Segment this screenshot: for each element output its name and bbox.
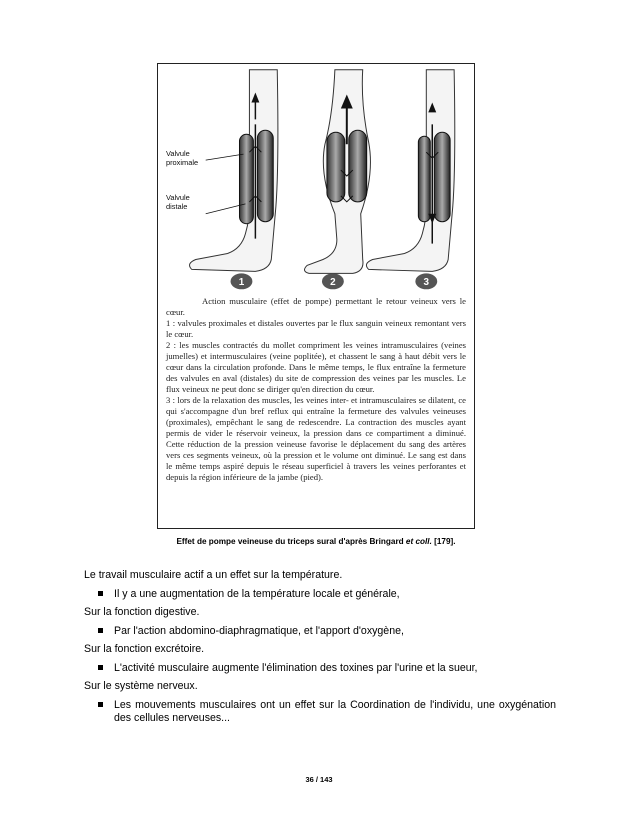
- figure-description: [166, 296, 466, 483]
- label-line: distale: [165, 201, 188, 211]
- bullet-excretory: [84, 659, 556, 678]
- paragraph-nervous: Sur le système nerveux.: [84, 680, 198, 692]
- bullet-square-icon: [98, 628, 103, 633]
- bullet-text: Les mouvements musculaires ont un effet sur la Coordination de l'individu, une oxygénation des cellules nerveuses...: [114, 698, 556, 724]
- figure-paragraph-intro: Action musculaire (effet de pompe) permettant le retour veineux vers le cœur.: [166, 296, 466, 317]
- paragraph-excretory: Sur la fonction excrétoire.: [84, 643, 205, 655]
- bullet-text: Il y a une augmentation de la température locale et générale,: [114, 587, 400, 600]
- body-text: [84, 566, 556, 725]
- bullet-square-icon: [98, 591, 103, 596]
- step-3-number: 3: [423, 276, 430, 288]
- caption-main: Effet de pompe veineuse du triceps sural d'après Bringard: [176, 537, 406, 546]
- bullet-nervous: [84, 696, 556, 725]
- step-2-badge: [322, 273, 344, 289]
- page-number: 36 / 143: [305, 775, 333, 784]
- bullet-square-icon: [98, 702, 103, 707]
- step-1-number: 1: [238, 276, 245, 288]
- figure-paragraph-2: 2 : les muscles contractés du mollet compriment les veines intramusculaires (veines jumelles) et intermusculaires (veine poplitée), et chassent le sang à haut débit vers le cœur dans la circulation profonde. Dans le même temps, le flux entraîne la fermeture des valvules en aval (distales) du site de compression des veines par les muscles. Le flux veineux ne peut donc se diriger qu'en direction du cœur.: [166, 340, 466, 394]
- bullet-temperature: [84, 585, 556, 604]
- leg-1-drawing: [190, 70, 278, 272]
- step-3-badge: [415, 273, 437, 289]
- step-1-badge: [231, 273, 253, 289]
- bullet-digestive: [84, 622, 556, 641]
- label-line: Valvule: [165, 192, 190, 202]
- proximal-valve-label: [166, 149, 198, 167]
- bullet-text: L'activité musculaire augmente l'élimination des toxines par l'urine et la sueur,: [114, 661, 478, 674]
- paragraph-digestive: Sur la fonction digestive.: [84, 606, 200, 618]
- caption-reference: [179].: [431, 537, 456, 546]
- figure-paragraph-3: 3 : lors de la relaxation des muscles, les veines inter- et intramusculaires se dilatent, ce qui s'accompagne d'un bref reflux qui entraîne la fermeture des valvules veineuses (proximales), empêchant le sang de redescendre. La contraction des muscles ayant permis de vider le réservoir veineux, la pression dans ce compartiment a diminué. Cette réduction de la pression veineuse favorise le déplacement du sang des artères vers ces segments veineux, où la pression et le volume ont diminué. Le sang est dans le même temps aspiré depuis le réseau superficiel à travers les veines perforantes et depuis la région inférieure de la jambe (pied).: [166, 395, 466, 482]
- figure-paragraph-1: 1 : valvules proximales et distales ouvertes par le flux sanguin veineux remontant vers le cœur.: [166, 318, 466, 339]
- distal-valve-label: [166, 193, 190, 211]
- venous-pump-illustration: [158, 64, 474, 294]
- leg-2-drawing: [305, 70, 371, 274]
- bullet-square-icon: [98, 665, 103, 670]
- paragraph-temperature: Le travail musculaire actif a un effet sur la température.: [84, 569, 343, 581]
- label-line: Valvule: [165, 149, 190, 159]
- figure-caption: [157, 537, 475, 546]
- label-line: proximale: [165, 158, 199, 168]
- bullet-text: Par l'action abdomino-diaphragmatique, et l'apport d'oxygène,: [114, 624, 404, 637]
- figure-frame: [157, 63, 475, 529]
- caption-italic: et coll.: [405, 537, 432, 546]
- step-2-number: 2: [330, 276, 336, 288]
- leg-3-drawing: [366, 70, 454, 272]
